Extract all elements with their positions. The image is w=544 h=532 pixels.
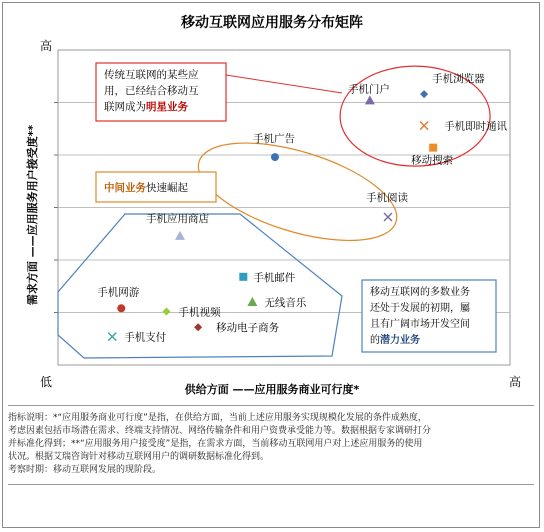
data-point	[117, 304, 125, 312]
data-point	[194, 323, 202, 331]
annotation-star-line: 用，已经结合移动互	[104, 85, 199, 97]
svg-text:中间业务快速崛起	[104, 181, 188, 194]
point-label: 手机门户	[347, 83, 390, 96]
point-label: 手机阅读	[365, 191, 408, 204]
star-connector	[226, 75, 342, 93]
point-label: 手机支付	[124, 331, 167, 344]
point-label: 无线音乐	[264, 297, 307, 309]
point-label: 手机浏览器	[432, 73, 485, 86]
annotation-potential	[362, 280, 496, 352]
annotation-star-line: 传统互联网的某些应	[104, 69, 199, 81]
footer-period: 考察时期：移动互联网发展的现阶段。	[8, 465, 162, 475]
footer-note-line: 指标说明：*“应用服务商业可行度”是指，在供给方面，当前上述应用服务实现规模化发展的条件成熟度，	[8, 413, 427, 423]
footer-note-line: 状况。根据艾瑞咨询针对移动互联网用户的调研数据标准化得到。	[8, 452, 270, 462]
point-label: 手机视频	[178, 306, 221, 319]
point-label: 移动电子商务	[216, 322, 280, 335]
data-point	[271, 153, 279, 161]
data-point	[365, 95, 375, 104]
data-point	[420, 122, 428, 130]
point-label: 手机广告	[252, 133, 295, 146]
footer-note-line: 并标准化得到；**“应用服务用户接受度”是指，在需求方面，当前移动互联网用户对上述应用服务的使用	[8, 439, 423, 449]
footer-top-rule	[8, 405, 534, 406]
footer-bottom-rule	[8, 484, 534, 485]
data-point	[239, 273, 247, 281]
annotation-star-line: 联网成为	[104, 101, 146, 113]
annotation-potential-line: 移动互联网的多数业务	[370, 287, 470, 298]
data-point	[429, 144, 437, 152]
annotation-middle-highlight: 中间业务	[104, 182, 146, 194]
point-label: 手机即时通讯	[444, 120, 508, 133]
data-point	[175, 231, 185, 240]
point-label: 手机网游	[97, 286, 140, 299]
annotation-potential-line: 且有广阔市场开发空间	[370, 319, 470, 330]
y-tick-low: 低	[39, 375, 53, 389]
x-axis-label: 供给方面 ——应用服务商业可行度*	[184, 383, 360, 396]
annotation-star-highlight: 明星业务	[146, 101, 188, 113]
x-tick-high: 高	[508, 375, 522, 389]
data-point	[162, 307, 170, 315]
chart-title: 移动互联网应用服务分布矩阵	[181, 15, 363, 31]
y-axis-label: 需求方面 ——应用服务用户接受度**	[26, 124, 39, 306]
data-point	[384, 213, 392, 221]
point-label: 移动搜索	[411, 154, 454, 167]
footer-note-line: 考虑因素包括市场潜在需求、终端支持情况、网络传输条件和用户资费承受能力等。数据根据专家调研打分	[8, 426, 432, 436]
annotation-potential-highlight: 潜力业务	[380, 335, 420, 346]
annotation-potential-line: 还处于发展的初期，屬	[370, 303, 470, 314]
annotation-middle-rest: 快速崛起	[146, 182, 188, 194]
annotation-middle	[96, 172, 216, 202]
svg-text:的潜力业务	[370, 333, 420, 346]
annotation-potential-line: 的	[370, 335, 380, 346]
point-label: 手机邮件	[253, 271, 296, 284]
data-point	[108, 333, 116, 341]
svg-text:联网成为明星业务	[104, 100, 188, 113]
point-label: 手机应用商店	[146, 212, 210, 225]
annotation-star	[96, 63, 226, 121]
data-point	[247, 297, 257, 306]
y-tick-high: 高	[39, 39, 53, 53]
data-point	[420, 90, 428, 98]
